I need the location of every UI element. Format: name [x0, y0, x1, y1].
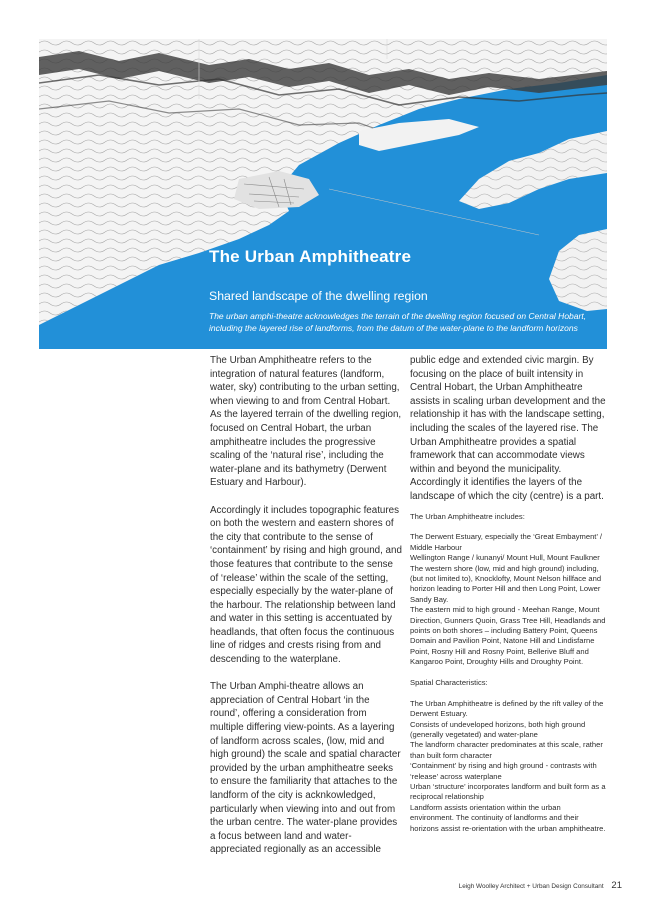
hero-image — [39, 39, 607, 349]
list-item: ‘Containment’ by rising and high ground - contrasts with ‘release’ across waterplane — [410, 761, 597, 781]
list-item: The Derwent Estuary, especially the ‘Great Embayment’ / Middle Harbour — [410, 532, 603, 552]
includes-section — [410, 512, 606, 835]
list-item: Landform assists orientation within the urban environment. The continuity of landforms and their horizons assist re-orientation with the urban amphitheatre. — [410, 802, 606, 833]
list-item: Consists of undeveloped horizons, both high ground (generally vegetated) and water-plane — [410, 719, 586, 740]
spatial-heading: Spatial Characteristics: — [410, 678, 488, 687]
page-title: The Urban Amphitheatre — [209, 247, 412, 266]
body-paragraph: The Urban Amphi-theatre allows an appreciation of Central Hobart ‘in the round’, offering a consideration from multiple differing view-points. As a layering of landform across scales, (low, mid and high ground) the scale and spatial character provided by the urban amphitheatre seeks to ensure the familiarity that attaches to the landform of the city is acknkowledged, particularly when viewing into and out from the urban centre. The water-plane provides a focus between land and water-appreciated regionally as an accessible — [210, 681, 401, 856]
right-column — [410, 354, 606, 834]
list-item: The Urban Amphitheatre is defined by the rift valley of the Derwent Estuary. — [410, 698, 604, 719]
list-item: The eastern mid to high ground - Meehan Range, Mount Direction, Gunners Quoin, Grass Tree Hill, Headlands and points on both shores – including Battery Point, Queens Domain and Pavilion Point, Natone Hill and Lindisfarne Point, Rosny Hill and Rosny Point, Bellerive Bluff and Kangaroo Point, Droughty Hills and Droughty Point. — [410, 605, 606, 667]
list-item: Urban ‘structure’ incorporates landform and built form as a reciprocal relationship — [410, 782, 606, 802]
list-item: Wellington Range / kunanyi/ Mount Hull, Mount Faulkner — [410, 553, 600, 563]
page-footer — [459, 880, 622, 891]
body-paragraph: Accordingly it includes topographic features on both the western and eastern shores of the city that contribute to the sense of ‘containment’ by rising and high ground, and those features that contribute to the sense of ‘release’ within the scale of the setting, especially especially by the water-plane of the harbour. The relationship between land and water in this setting is accentuated by headlands, that often focus the continuous line of ridges and crests rising from and descending to the waterplane. — [210, 504, 402, 666]
hero-text-block — [209, 247, 599, 334]
body-paragraph: The Urban Amphitheatre refers to the integration of natural features (landform, water, sky) contributing to the urban setting, when viewing to and from Central Hobart. As the layered terrain of the dwelling region, focused on Central Hobart, the urban amphitheatre includes the progressive scaling of the ‘natural rise’, including the water-plane and its bathymetry (Derwent Estuary and Harbour). — [210, 355, 402, 489]
body-paragraph: public edge and extended civic margin. By focusing on the place of built intensity in Central Hobart, the Urban Amphitheatre assists in scaling urban development and the relationship it has with the landscape setting, including the scales of the layered rise. The Urban Amphitheatre provides a spatial framework that can accommodate views within and beyond the municipality. Accordingly it identifies the layers of the landscape of which the city (centre) is a part. — [410, 355, 606, 502]
includes-heading: The Urban Amphitheatre includes: — [410, 511, 525, 521]
list-item: The western shore (low, mid and high ground) including, (but not limited to), Knocklofty, Mount Nelson hillface and horizon leading to Porter Hill and then Long Point, Lower Sandy Bay. — [410, 563, 602, 604]
image-caption: The urban amphi-theatre acknowledges the terrain of the dwelling region focused on Central Hobart, including the layered rise of landforms, from the datum of the water-plane to the landform horizons — [209, 311, 587, 333]
page-number: 21 — [611, 880, 622, 891]
page-subtitle: Shared landscape of the dwelling region — [209, 289, 428, 303]
left-column — [210, 354, 402, 857]
footer-credit: Leigh Woolley Architect + Urban Design Consultant — [458, 883, 604, 890]
list-item: The landform character predominates at this scale, rather than built form character — [410, 740, 603, 760]
